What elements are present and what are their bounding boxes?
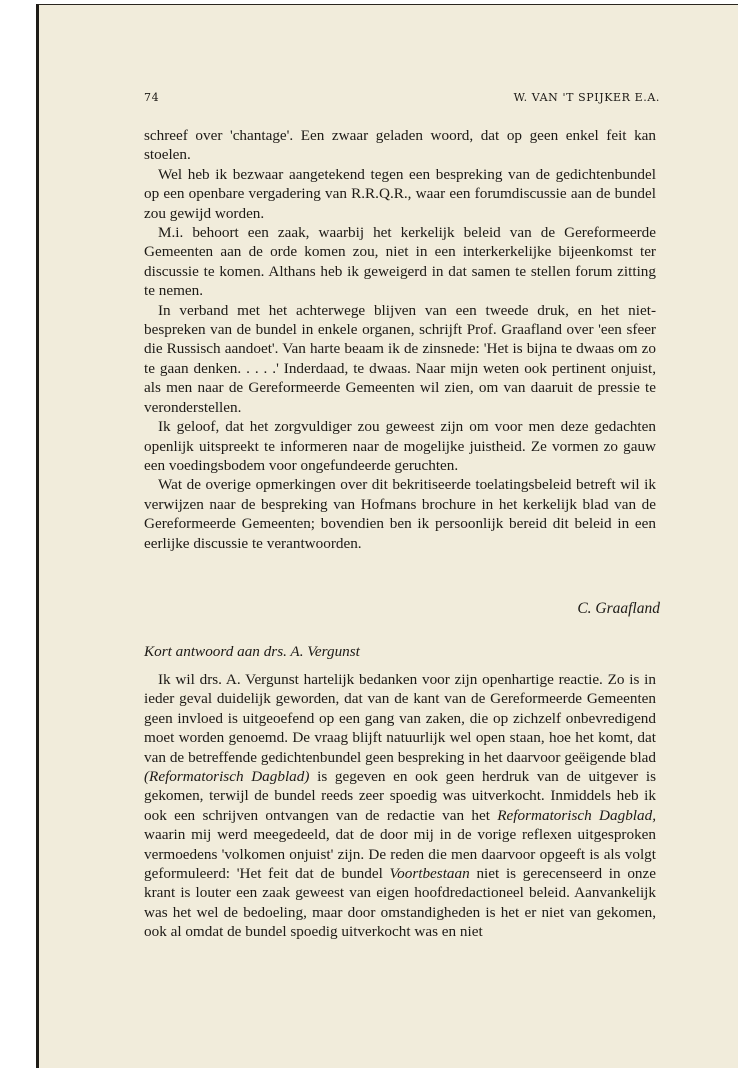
paragraph: Wel heb ik bezwaar aangetekend tegen een bespreking van de gedichtenbundel op een openbare vergadering van R.R.Q.R., waar een forumdiscussie aan de bundel zou gewijd worden. (144, 165, 656, 222)
text-run: is gegeven en ook geen herdruk van de uitgever is gekomen, terwijl de bundel reeds zeer spoedig was uitverkocht. Inmiddels heb ik ook een schrijven ontvangen van de redactie van het (144, 768, 657, 824)
paragraph: Ik geloof, dat het zorgvuldiger zou geweest zijn om voor men deze gedachten openlijk uitspreekt te informeren naar de mogelijke juistheid. Ze vormen zo gauw een voedingsbodem voor ongefundeerde geruchten. (144, 418, 656, 474)
italic-title: (Reformatorisch Dagblad) (144, 768, 310, 786)
running-title: W. VAN 'T SPIJKER E.A. (513, 91, 660, 104)
paragraph (144, 670, 656, 942)
italic-title: Reformatorisch Dagblad, (497, 806, 657, 824)
paragraph: M.i. behoort een zaak, waarbij het kerkelijk beleid van de Gereformeerde Gemeenten aan de orde komen zou, niet in een interkerkelijke bijeenkomst ter discussie te komen. Althans heb ik geweigerd in dat samen te stellen forum zitting te nemen. (144, 224, 656, 300)
author-signature: C. Graafland (577, 600, 660, 617)
italic-title: Voortbestaan (389, 865, 470, 883)
section-title: Kort antwoord aan drs. A. Vergunst (144, 643, 360, 660)
paragraph: Wat de overige opmerkingen over dit bekritiseerde toelatingsbeleid betreft wil ik verwijzen naar de bespreking van Hofmans brochure in het kerkelijk blad van de Gereformeerde Gemeenten; bovendien ben ik persoonlijk bereid dit beleid in een eerlijke discussie te verantwoorden. (144, 476, 656, 552)
text-run: niet is gerecenseerd in onze krant is louter een zaak geweest van eigen hoofdredactioneel beleid. Aanvankelijk was het wel de bedoeling, maar door omstandigheden is het er niet van gekomen, ook al omdat de bundel spoedig uitverkocht was en niet (144, 865, 657, 941)
paragraph: schreef over 'chantage'. Een zwaar geladen woord, dat op geen enkel feit kan stoelen. (144, 127, 656, 164)
text-run: waarin mij werd meegedeeld, dat de door mij in de vorige reflexen uitgesproken vermoedens 'volkomen onjuist' zijn. De reden die men daarvoor opgeeft is als volgt geformuleerd: 'Het feit dat de bundel (144, 826, 656, 883)
page-number: 74 (144, 91, 160, 104)
reply-body (144, 670, 656, 942)
text-run: Ik wil drs. A. Vergunst hartelijk bedanken voor zijn openhartige reactie. Zo is in ieder geval duidelijk geworden, dat van de kant van de Gereformeerde Gemeenten geen invloed is uitgeoefend op een gang van zaken, die op zichzelf onbevredigend moet worden genoemd. De vraag blijft natuurlijk wel open staan, hoe het komt, dat van de betreffende gedichtenbundel geen bespreking in het daarvoor geëigende blad (144, 671, 656, 766)
paragraph: In verband met het achterwege blijven van een tweede druk, en het niet-bespreken van de bundel in enkele organen, schrijft Prof. Graafland over 'een sfeer die Russisch aandoet'. Van harte beaam ik de zinsnede: 'Het is bijna te dwaas om zo te gaan denken. . . . .' Inderdaad, te dwaas. Naar mijn weten ook pertinent onjuist, als men naar de Gereformeerde Gemeenten wil zien, om van daaruit de pressie te veronderstellen. (144, 301, 656, 416)
letter-body (144, 126, 656, 553)
running-header (144, 91, 660, 104)
